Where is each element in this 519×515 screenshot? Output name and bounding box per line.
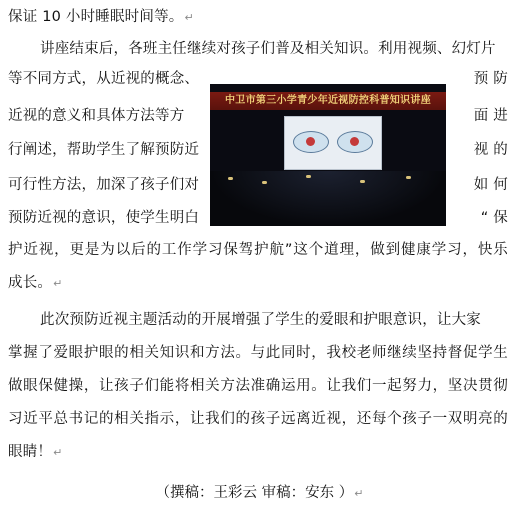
text-run: 讲座结束后，各班主任继续对孩子们普及相关知识。利用视频、幻灯片	[40, 41, 496, 57]
photo-banner: 中卫市第三小学青少年近视防控科普知识讲座	[210, 92, 446, 110]
eye-diagram-icon	[337, 131, 373, 153]
text-run-right: “ 保	[480, 210, 508, 226]
text-run: 此次预防近视主题活动的开展增强了学生的爱眼和护眼意识，让大家	[40, 312, 481, 328]
text-run-right: 预 防	[473, 71, 508, 87]
credits-line	[0, 480, 519, 506]
audience-silhouette	[210, 171, 446, 226]
text-line	[8, 237, 508, 263]
text-run-right: 面 进	[473, 108, 508, 124]
paragraph-first-line	[40, 307, 481, 333]
text-run: 成长。	[8, 275, 53, 291]
text-run-left: 等不同方式，从近视的概念、	[8, 71, 200, 87]
paragraph-first-line	[40, 36, 496, 62]
paragraph-mark-icon: ↵	[354, 487, 364, 500]
text-run: 保证 10 小时睡眠时间等。	[8, 9, 184, 25]
text-run: 掌握了爱眼护眼的相关知识和方法。与此同时，我校老师继续坚持督促学生	[8, 345, 508, 361]
lecture-photo	[210, 84, 446, 226]
paragraph-mark-icon: ↵	[53, 277, 63, 290]
eye-diagram-icon	[293, 131, 329, 153]
projection-screen	[284, 116, 382, 170]
paragraph-mark-icon: ↵	[184, 11, 194, 24]
text-run-right: 如 何	[473, 177, 508, 193]
text-line	[8, 4, 194, 30]
text-run: 眼睛！	[8, 444, 53, 460]
text-run: 做眼保健操，让孩子们能将相关方法准确运用。让我们一起努力，坚决贯彻	[8, 378, 508, 394]
text-line	[8, 439, 63, 465]
text-run: 护近视，更是为以后的工作学习保驾护航”这个道理，做到健康学习，快乐	[8, 242, 508, 258]
text-run: 习近平总书记的相关指示，让我们的孩子远离近视，还每个孩子一双明亮的	[8, 411, 508, 427]
credits-text: （撰稿：王彩云 审稿：安东 ）	[155, 485, 354, 501]
text-run-left: 行阐述，帮助学生了解预防近	[8, 142, 200, 158]
text-line	[8, 406, 508, 432]
text-run-right: 视 的	[473, 142, 508, 158]
text-run-left: 近视的意义和具体方法等方	[8, 108, 185, 124]
text-line	[8, 373, 508, 399]
text-run-left: 可行性方法，加深了孩子们对	[8, 177, 200, 193]
text-line	[8, 270, 63, 296]
paragraph-mark-icon: ↵	[53, 446, 63, 459]
text-line	[8, 340, 508, 366]
text-run-left: 预防近视的意识，使学生明白	[8, 210, 200, 226]
